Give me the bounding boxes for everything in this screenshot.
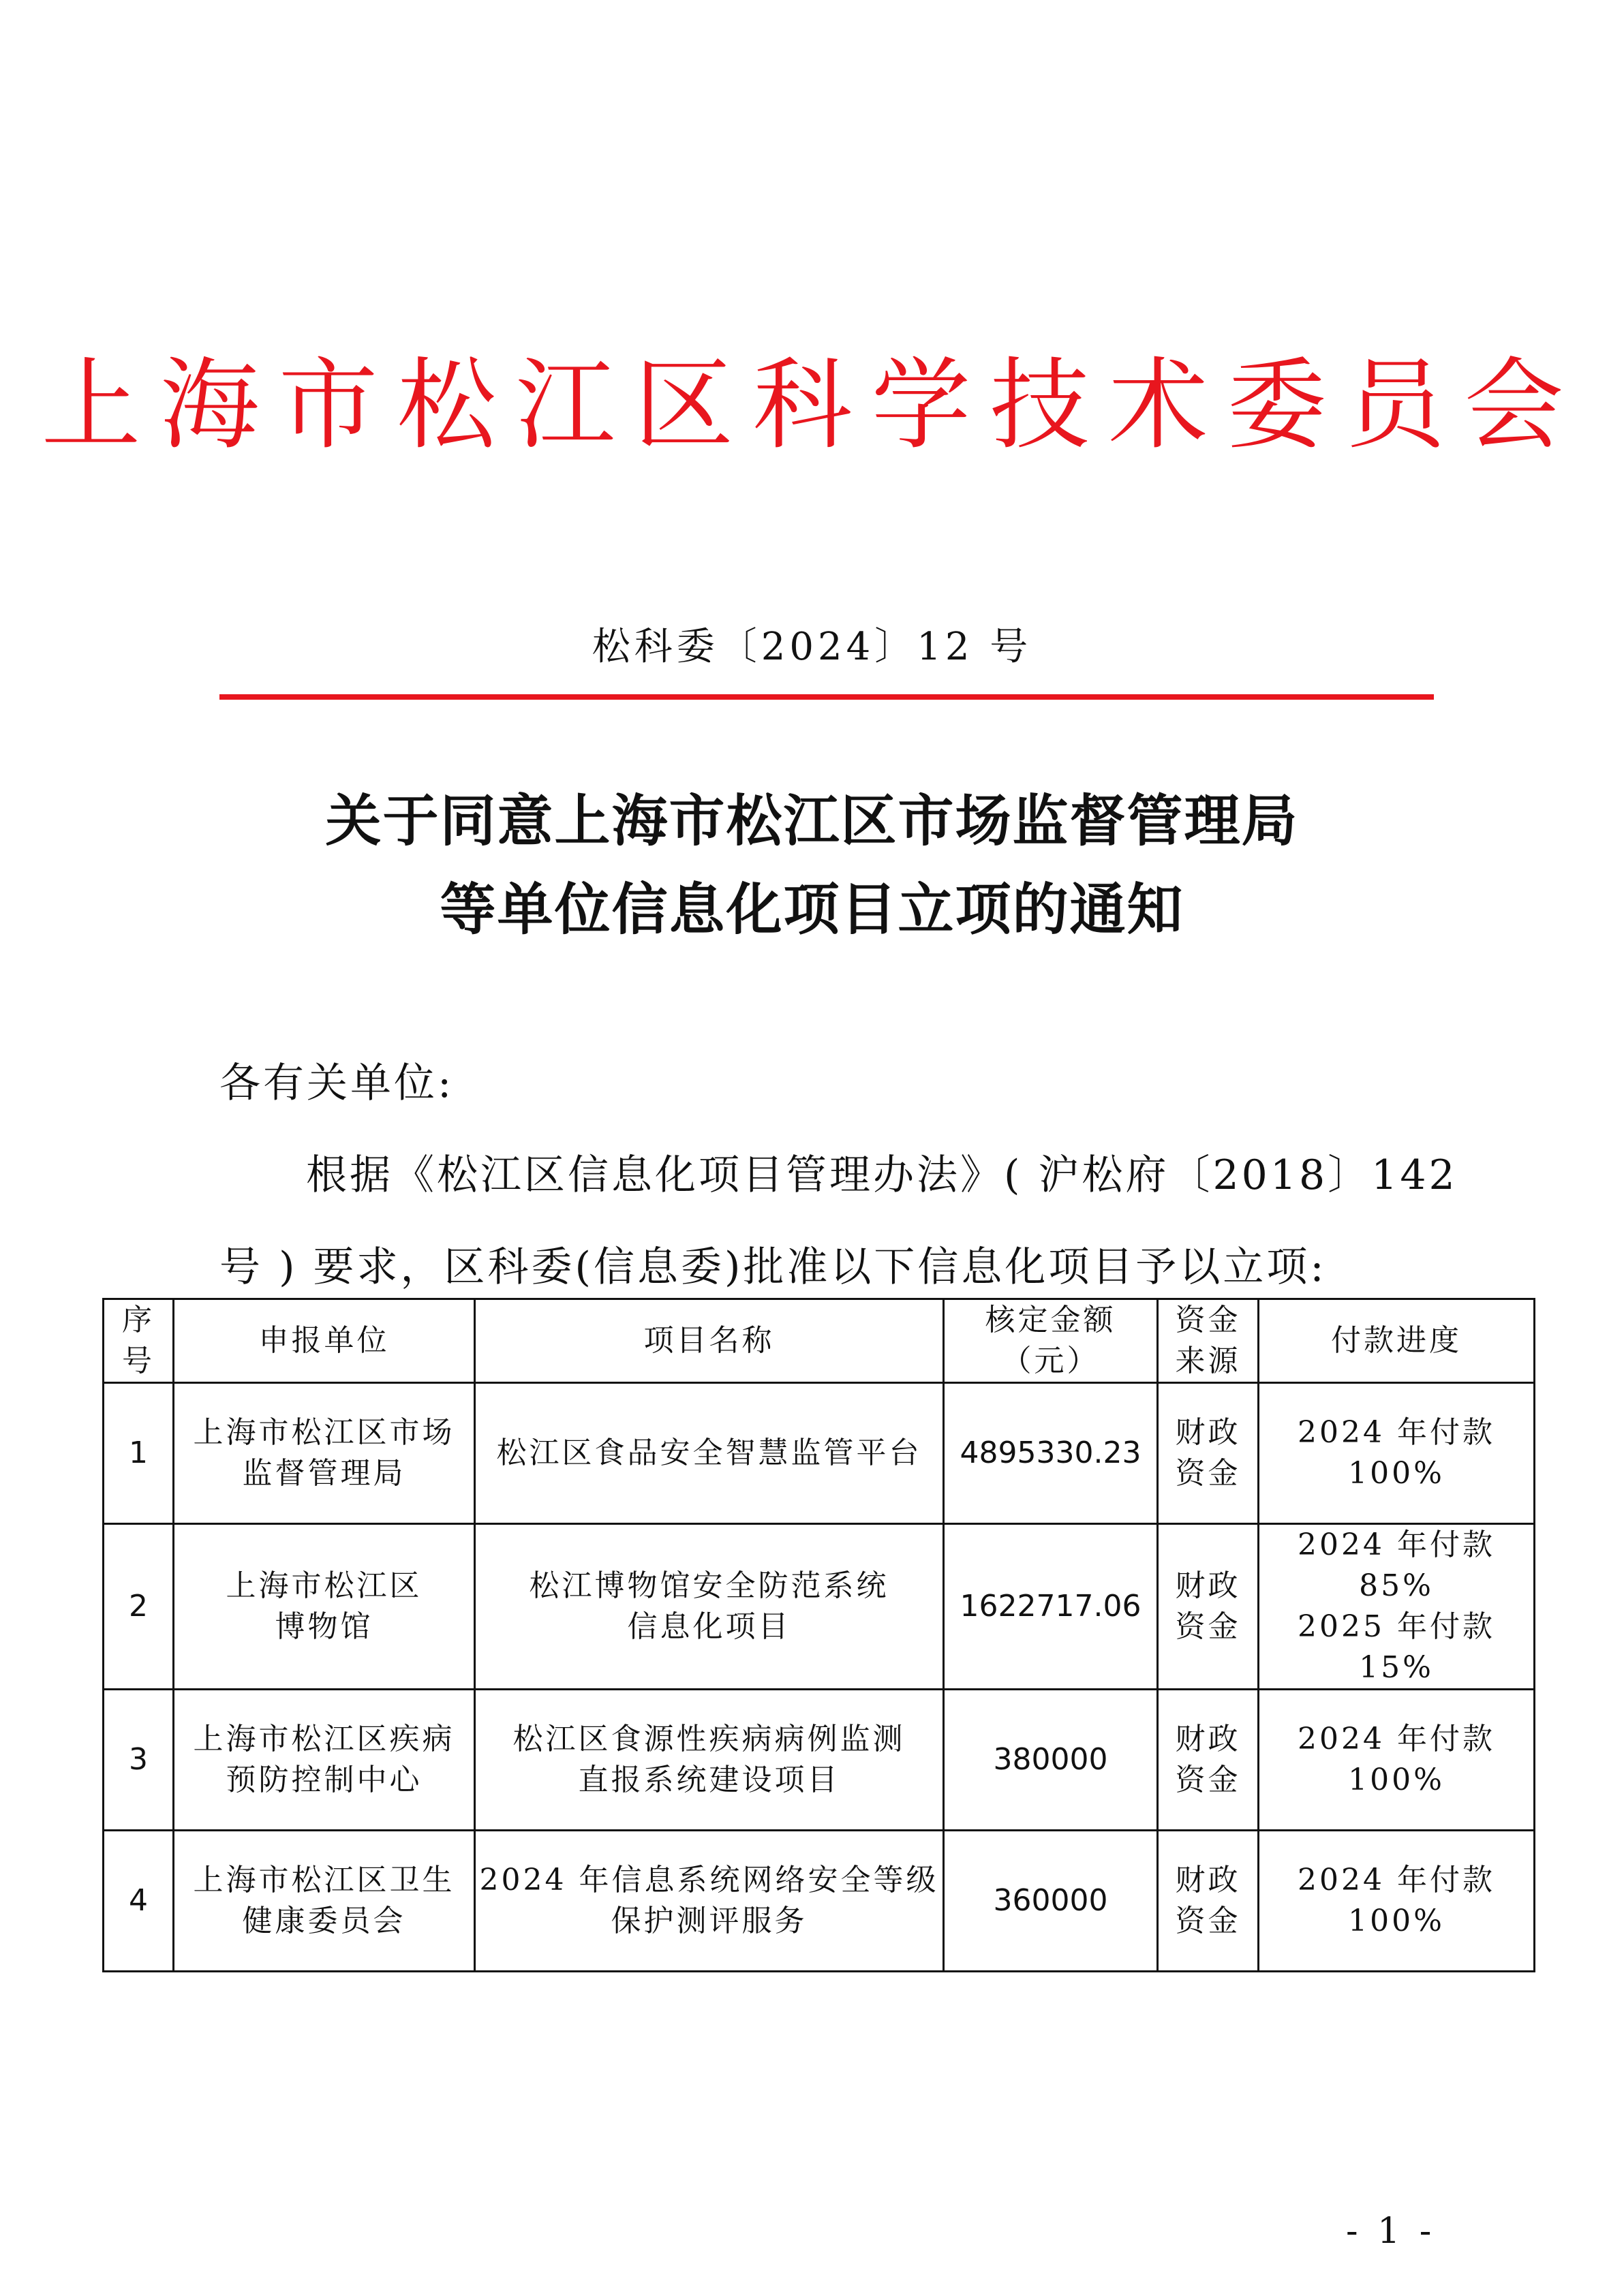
cell-applicant-unit: 上海市松江区市场 监督管理局 <box>174 1383 475 1524</box>
cell-payment-schedule: 2024 年付款 100% <box>1259 1383 1535 1524</box>
body-paragraph-line-2: 号 ) 要求，区科委(信息委)批准以下信息化项目予以立项: <box>219 1243 1327 1291</box>
table-row <box>104 1524 1535 1690</box>
cell-payment-schedule: 2024 年付款 85% 2025 年付款 15% <box>1259 1524 1535 1690</box>
cell-fund-source: 财政 资金 <box>1158 1383 1259 1524</box>
cell-fund-source: 财政 资金 <box>1158 1524 1259 1690</box>
table-row <box>104 1831 1535 1972</box>
header-project-name: 项目名称 <box>475 1299 944 1383</box>
page-number: - 1 - <box>1346 2211 1436 2252</box>
salutation: 各有关单位: <box>219 1059 455 1107</box>
cell-applicant-unit: 上海市松江区 博物馆 <box>174 1524 475 1690</box>
table-header-row <box>104 1299 1535 1383</box>
cell-fund-source: 财政 资金 <box>1158 1831 1259 1972</box>
cell-approved-amount: 360000 <box>944 1831 1158 1972</box>
table-row <box>104 1690 1535 1831</box>
project-approval-table <box>102 1298 1535 1972</box>
cell-serial-number: 1 <box>104 1383 174 1524</box>
cell-payment-schedule: 2024 年付款 100% <box>1259 1831 1535 1972</box>
header-fund-source: 资金 来源 <box>1158 1299 1259 1383</box>
cell-approved-amount: 380000 <box>944 1690 1158 1831</box>
document-number: 松科委〔2024〕12 号 <box>592 625 1032 669</box>
red-divider-rule <box>219 694 1434 700</box>
cell-serial-number: 4 <box>104 1831 174 1972</box>
notice-title-line-1: 关于同意上海市松江区市场监督管理局 <box>325 788 1299 854</box>
notice-title <box>0 777 1624 954</box>
header-payment-schedule: 付款进度 <box>1259 1299 1535 1383</box>
body-paragraph-line-1: 根据《松江区信息化项目管理办法》( 沪松府〔2018〕142 <box>306 1151 1458 1199</box>
header-serial-number: 序 号 <box>104 1299 174 1383</box>
cell-applicant-unit: 上海市松江区卫生 健康委员会 <box>174 1831 475 1972</box>
issuing-organization-title: 上海市松江区科学技术委员会 <box>41 347 1583 463</box>
cell-project-name: 2024 年信息系统网络安全等级 保护测评服务 <box>475 1831 944 1972</box>
cell-serial-number: 2 <box>104 1524 174 1690</box>
cell-project-name: 松江区食品安全智慧监管平台 <box>475 1383 944 1524</box>
cell-project-name: 松江博物馆安全防范系统 信息化项目 <box>475 1524 944 1690</box>
cell-approved-amount: 1622717.06 <box>944 1524 1158 1690</box>
cell-fund-source: 财政 资金 <box>1158 1690 1259 1831</box>
cell-approved-amount: 4895330.23 <box>944 1383 1158 1524</box>
cell-payment-schedule: 2024 年付款 100% <box>1259 1690 1535 1831</box>
table-row <box>104 1383 1535 1524</box>
header-applicant-unit: 申报单位 <box>174 1299 475 1383</box>
notice-title-line-2: 等单位信息化项目立项的通知 <box>440 877 1184 942</box>
header-approved-amount: 核定金额 （元） <box>944 1299 1158 1383</box>
cell-serial-number: 3 <box>104 1690 174 1831</box>
cell-applicant-unit: 上海市松江区疾病 预防控制中心 <box>174 1690 475 1831</box>
cell-project-name: 松江区食源性疾病病例监测 直报系统建设项目 <box>475 1690 944 1831</box>
